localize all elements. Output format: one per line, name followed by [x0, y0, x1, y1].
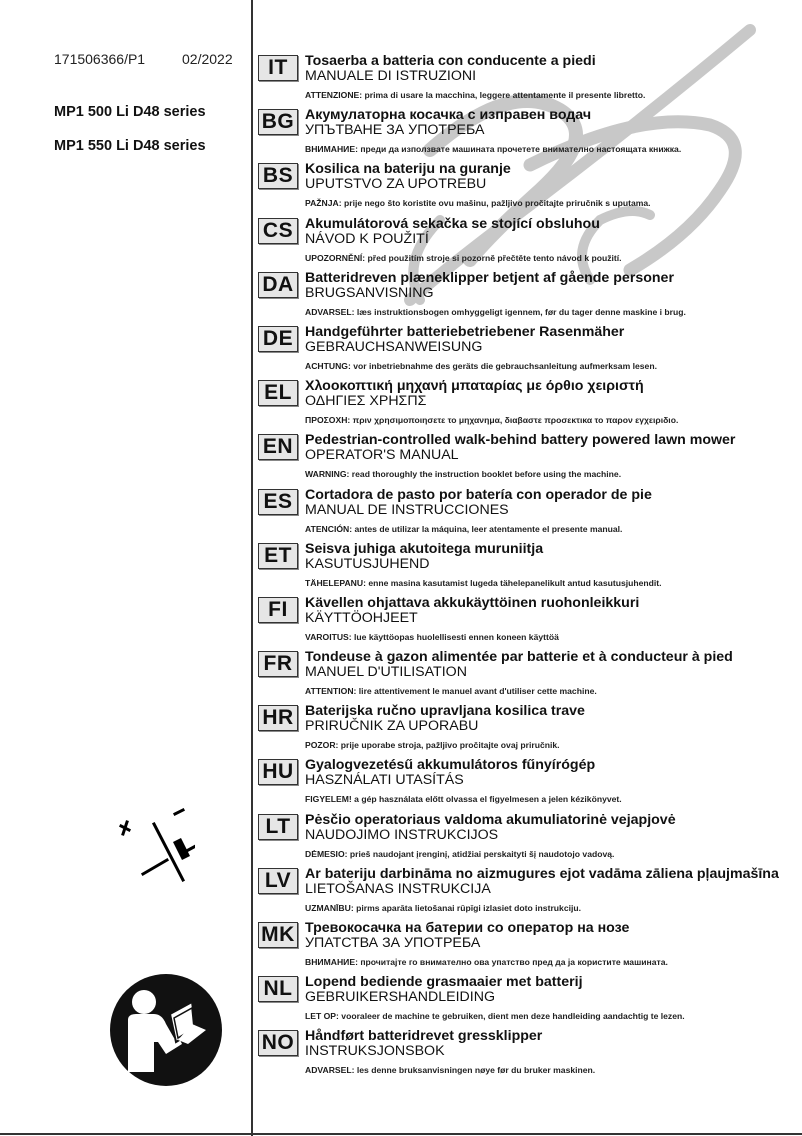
language-code-badge: NO — [258, 1030, 298, 1056]
product-title: Seisva juhiga akutoitega muruniitja — [305, 540, 544, 557]
warning-note — [305, 632, 559, 642]
warning-text: lue käyttöopas huolellisesti ennen koneen käyttöä — [351, 631, 559, 642]
product-title: Kävellen ohjattava akkukäyttöinen ruohonleikkuri — [305, 594, 640, 611]
warning-note — [305, 307, 686, 317]
document-reference: 171506366/P1 — [54, 51, 146, 67]
manual-type: LIETOŠANAS INSTRUKCIJA — [305, 880, 491, 897]
warning-label: ВНИМАНИЕ: — [305, 957, 358, 967]
product-title: Akumulátorová sekačka se stojící obsluhou — [305, 215, 600, 232]
language-entry-bs[interactable] — [258, 163, 798, 217]
warning-text: prije nego što koristite ovu mašinu, pažljivo pročitajte priručnik s uputama. — [341, 198, 651, 209]
language-code-badge: FI — [258, 597, 298, 623]
language-code-badge: EN — [258, 434, 298, 460]
model-name-2: MP1 550 Li D48 series — [54, 138, 206, 154]
product-title: Tosaerba a batteria con conducente a piedi — [305, 53, 596, 69]
language-code-badge: EL — [258, 380, 298, 406]
product-title: Handgeführter batteriebetriebener Rasenmäher — [305, 323, 625, 340]
language-entry-da[interactable] — [258, 269, 798, 326]
warning-label: LET OP: — [305, 1011, 339, 1022]
warning-text: lire attentivement le manuel avant d'utiliser cette machine. — [356, 686, 597, 697]
language-entry-es[interactable] — [258, 486, 798, 543]
warning-text: læs instruktionsbogen omhyggeligt igennem, før du tager denne maskine i brug. — [354, 306, 686, 317]
warning-text: antes de utilizar la máquina, leer atentamente el presente manual. — [352, 523, 623, 534]
manual-type: KÄYTTÖOHJEET — [305, 609, 418, 626]
language-entry-en[interactable] — [258, 434, 798, 488]
language-code-badge: ES — [258, 489, 298, 515]
product-title: Ar bateriju darbināma no aizmugures ejot vadāma zāliena pļaujmašīna — [305, 865, 779, 882]
manual-type: UPUTSTVO ZA UPOTREBU — [305, 176, 487, 193]
language-entry-lt[interactable] — [258, 811, 798, 868]
warning-label: UPOZORNĚNÍ: — [305, 252, 366, 263]
manual-type: ΟΔΗΓΙΕΣ ΧΡΗΣΠΣ — [305, 393, 427, 410]
product-title: Тревокосачка на батерии со оператор на нозе — [305, 920, 630, 936]
language-code-badge: LV — [258, 868, 298, 894]
warning-note — [305, 253, 622, 263]
language-code-badge: ET — [258, 543, 298, 569]
product-title: Cortadora de pasto por batería con operador de pie — [305, 486, 652, 503]
warning-text: read thoroughly the instruction booklet before using the machine. — [349, 469, 622, 480]
language-entry-cs[interactable] — [258, 215, 798, 272]
model-name-1: MP1 500 Li D48 series — [54, 104, 206, 120]
warning-text: prije uporabe stroja, pažljivo pročitajte ovaj priručnik. — [338, 740, 560, 751]
warning-text: a gép használata előtt olvassa el figyelmesen a jelen kézikönyvet. — [351, 794, 622, 805]
warning-note — [305, 740, 560, 750]
manual-type: INSTRUKSJONSBOK — [305, 1043, 445, 1060]
warning-text: les denne bruksanvisningen nøye før du bruker maskinen. — [354, 1065, 596, 1076]
product-title: Batteridreven plæneklipper betjent af gående personer — [305, 269, 674, 286]
manual-type: MANUAL DE INSTRUCCIONES — [305, 501, 509, 518]
warning-note — [305, 198, 651, 208]
warning-text: prima di usare la macchina, leggere attentamente il presente libretto. — [362, 90, 646, 100]
language-entry-fi[interactable] — [258, 594, 798, 651]
language-index — [258, 55, 798, 1085]
warning-label: ВНИМАНИЕ: — [305, 144, 358, 155]
language-entry-de[interactable] — [258, 323, 798, 380]
language-entry-fr[interactable] — [258, 651, 798, 705]
language-entry-no[interactable] — [258, 1030, 798, 1084]
product-title: Χλοοκοπτική μηχανή μπαταρίας με όρθιο χειριστή — [305, 378, 644, 395]
warning-text: преди да използвате машината прочетете внимателно настоящата книжка. — [357, 144, 682, 155]
warning-note — [305, 415, 678, 425]
manual-type: KASUTUSJUHEND — [305, 555, 430, 572]
product-title: Gyalogvezetésű akkumulátoros fűnyírógép — [305, 757, 596, 774]
warning-text: vooraleer de machine te gebruiken, dient men deze handleiding aandachtig te lezen. — [338, 1011, 685, 1022]
manual-type: MANUALE DI ISTRUZIONI — [305, 68, 477, 84]
language-code-badge: MK — [258, 922, 298, 948]
language-code-badge: DA — [258, 272, 298, 298]
manual-type: УПЪТВАНЕ ЗА УПОТРЕБА — [305, 122, 485, 139]
warning-text: pirms aparāta lietošanai rūpīgi izlasiet doto instrukciju. — [353, 902, 582, 913]
cover-left-column — [0, 0, 252, 1136]
warning-text: πριν χρησιμοποιησετε το μηχανημα, διαβαστε προσεκτικα το παρον εγχειριδιο. — [350, 415, 679, 426]
warning-note — [305, 144, 681, 154]
language-entry-it[interactable] — [258, 55, 798, 109]
language-code-badge: BG — [258, 109, 298, 135]
language-entry-hu[interactable] — [258, 759, 798, 813]
warning-label: PAŽNJA: — [305, 198, 342, 209]
language-code-badge: BS — [258, 163, 298, 189]
warning-label: ATENCIÓN: — [305, 523, 353, 534]
warning-text: prieš naudojant įrenginį, atidžiai perskaityti šį naudotojo vadovą. — [347, 848, 615, 859]
language-code-badge: LT — [258, 814, 298, 840]
warning-note — [305, 849, 614, 859]
product-title: Tondeuse à gazon alimentée par batterie et à conducteur à pied — [305, 649, 733, 666]
product-title: Baterijska ručno upravljana kosilica trave — [305, 703, 585, 720]
language-code-badge: NL — [258, 976, 298, 1002]
language-code-badge: IT — [258, 55, 298, 81]
warning-note — [305, 524, 622, 534]
warning-note — [305, 794, 622, 804]
warning-label: WARNING: — [305, 469, 350, 480]
warning-label: VAROITUS: — [305, 631, 352, 642]
manual-type: HASZNÁLATI UTASÍTÁS — [305, 772, 464, 789]
warning-note — [305, 578, 662, 588]
language-code-badge: CS — [258, 218, 298, 244]
warning-note — [305, 1065, 595, 1075]
manual-type: OPERATOR'S MANUAL — [305, 447, 459, 464]
manual-type: GEBRUIKERSHANDLEIDING — [305, 989, 495, 1006]
bottom-rule — [0, 1133, 802, 1135]
warning-text: vor inbetriebnahme des geräts die gebrauchsanleitung aufmerksam lesen. — [350, 360, 657, 371]
warning-note — [305, 903, 581, 913]
warning-text: прочитајте го внимателно ова упатство пред да ја користите машината. — [357, 957, 668, 967]
language-code-badge: DE — [258, 326, 298, 352]
manual-type: NAUDOJIMO INSTRUKCIJOS — [305, 826, 499, 843]
column-divider — [251, 0, 253, 1136]
language-entry-mk[interactable] — [258, 922, 798, 976]
product-title: Акумулаторна косачка с изправен водач — [305, 107, 592, 124]
language-entry-et[interactable] — [258, 540, 798, 597]
warning-label: ΠΡΟΣΟΧΗ: — [305, 415, 351, 426]
product-title: Pėsčio operatoriaus valdoma akumuliatorinė vejapjovė — [305, 811, 676, 828]
warning-label: DĖMESIO: — [305, 848, 348, 859]
product-title: Håndført batteridrevet gressklipper — [305, 1028, 543, 1045]
warning-note — [305, 957, 668, 967]
language-entry-nl[interactable] — [258, 976, 798, 1030]
language-entry-el[interactable] — [258, 380, 798, 434]
warning-note — [305, 686, 597, 696]
read-manual-icon — [108, 972, 224, 1088]
warning-label: ATTENTION: — [305, 686, 357, 697]
warning-label: ACHTUNG: — [305, 360, 351, 371]
warning-note — [305, 469, 621, 479]
document-date: 02/2022 — [182, 51, 233, 67]
product-title: Lopend bediende grasmaaier met batterij — [305, 974, 583, 991]
product-title: Kosilica na bateriju na guranje — [305, 161, 511, 178]
warning-label: TÄHELEPANU: — [305, 577, 366, 588]
warning-note — [305, 90, 645, 100]
language-entry-lv[interactable] — [258, 865, 798, 922]
manual-type: BRUGSANVISNING — [305, 284, 434, 301]
warning-label: ADVARSEL: — [305, 306, 355, 317]
language-entry-hr[interactable] — [258, 705, 798, 759]
language-entry-bg[interactable] — [258, 109, 798, 163]
warning-label: POZOR: — [305, 740, 339, 751]
warning-label: ADVARSEL: — [305, 1065, 355, 1076]
warning-text: před použitím stroje si pozorně přečtěte tento návod k použití. — [365, 252, 622, 263]
language-code-badge: FR — [258, 651, 298, 677]
warning-label: FIGYELEM! — [305, 794, 352, 805]
battery-polarity-icon — [115, 802, 195, 882]
manual-type: NÁVOD K POUŽITÍ — [305, 230, 429, 247]
language-code-badge: HR — [258, 705, 298, 731]
language-code-badge: HU — [258, 759, 298, 785]
warning-label: UZMANĪBU: — [305, 902, 354, 913]
manual-type: GEBRAUCHSANWEISUNG — [305, 338, 483, 355]
warning-label: ATTENZIONE: — [305, 90, 363, 100]
product-title: Pedestrian-controlled walk-behind battery powered lawn mower — [305, 432, 736, 449]
warning-text: enne masina kasutamist lugeda tähelepanelikult antud kasutusjuhendit. — [365, 577, 662, 588]
manual-type: MANUEL D'UTILISATION — [305, 664, 467, 681]
warning-note — [305, 361, 657, 371]
manual-type: УПАТСТВА ЗА УПОТРЕБА — [305, 935, 481, 951]
warning-note — [305, 1011, 685, 1021]
manual-type: PRIRUČNIK ZA UPORABU — [305, 718, 479, 735]
